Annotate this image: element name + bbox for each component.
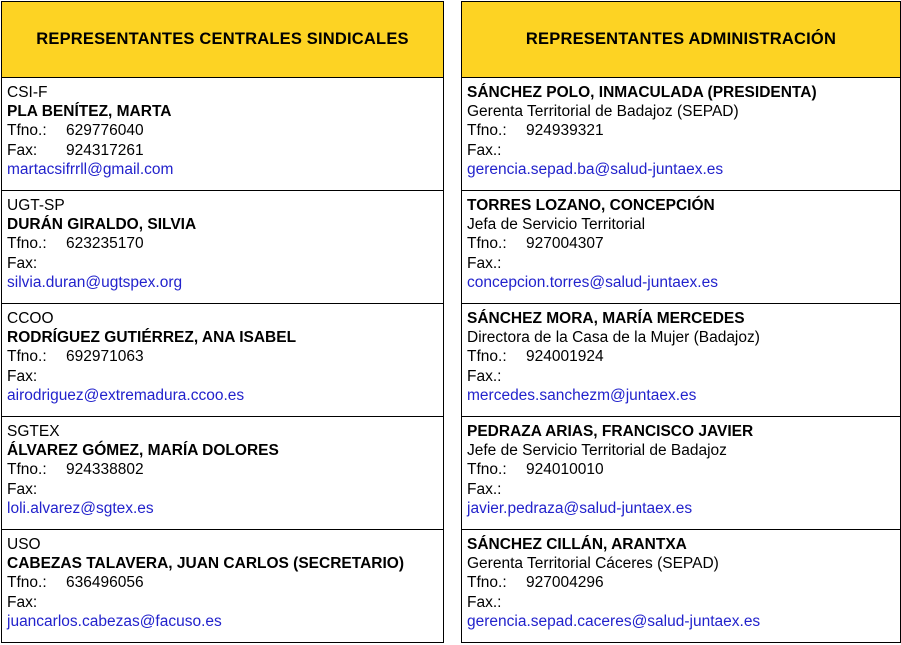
- administracion-table: [461, 1, 901, 643]
- phone-line: [7, 234, 443, 253]
- phone-label: Tfno.:: [7, 461, 47, 479]
- role: Jefe de Servicio Territorial de Badajoz: [467, 442, 727, 460]
- phone-line: [467, 573, 900, 592]
- phone-line: [467, 121, 900, 140]
- phone-value: 629776040: [66, 122, 144, 140]
- sindical-entry-uso: [2, 530, 443, 642]
- fax-value: 924317261: [66, 141, 144, 159]
- fax-line: [7, 480, 443, 499]
- representative-name: RODRÍGUEZ GUTIÉRREZ, ANA ISABEL: [7, 329, 297, 347]
- role: Gerenta Territorial Cáceres (SEPAD): [467, 555, 719, 573]
- phone-line: [7, 121, 443, 140]
- role: Gerenta Territorial de Badajoz (SEPAD): [467, 103, 739, 121]
- sindicales-table: [1, 1, 444, 643]
- phone-label: Tfno.:: [467, 461, 507, 479]
- admin-entry: [462, 530, 900, 642]
- email-link[interactable]: concepcion.torres@salud-juntaex.es: [467, 273, 718, 291]
- admin-entry: [462, 417, 900, 530]
- phone-value: 924001924: [526, 348, 604, 366]
- phone-value: 924338802: [66, 461, 144, 479]
- org-name: USO: [7, 536, 41, 553]
- representative-name: PEDRAZA ARIAS, FRANCISCO JAVIER: [467, 423, 754, 440]
- phone-value: 623235170: [66, 235, 144, 253]
- fax-line: [7, 141, 443, 160]
- representative-name: SÁNCHEZ CILLÁN, ARANTXA: [467, 536, 687, 553]
- representative-name: SÁNCHEZ MORA, MARÍA MERCEDES: [467, 310, 745, 327]
- email-link[interactable]: loli.alvarez@sgtex.es: [7, 499, 154, 517]
- phone-label: Tfno.:: [7, 348, 47, 366]
- representative-name: ÁLVAREZ GÓMEZ, MARÍA DOLORES: [7, 442, 279, 460]
- sindical-entry-csif: [2, 78, 443, 191]
- fax-label: Fax:: [7, 593, 38, 611]
- org-name: SGTEX: [7, 423, 60, 440]
- phone-value: 924010010: [526, 461, 604, 479]
- admin-entry: [462, 304, 900, 417]
- org-name: CCOO: [7, 310, 54, 327]
- phone-line: [7, 347, 443, 366]
- fax-label: Fax.:: [467, 141, 502, 159]
- phone-value: 927004307: [526, 235, 604, 253]
- sindical-entry-ugt: [2, 191, 443, 304]
- fax-label: Fax:: [7, 254, 38, 272]
- email-link[interactable]: silvia.duran@ugtspex.org: [7, 273, 183, 291]
- org-name: CSI-F: [7, 84, 48, 101]
- role: Jefa de Servicio Territorial: [467, 216, 646, 234]
- role: Directora de la Casa de la Mujer (Badajoz): [467, 329, 760, 347]
- fax-label: Fax:: [7, 367, 38, 385]
- fax-label: Fax.:: [467, 367, 502, 385]
- phone-line: [467, 347, 900, 366]
- phone-value: 927004296: [526, 574, 604, 592]
- phone-value: 924939321: [526, 122, 604, 140]
- email-link[interactable]: mercedes.sanchezm@juntaex.es: [467, 386, 697, 404]
- admin-entry: [462, 191, 900, 304]
- email-link[interactable]: gerencia.sepad.ba@salud-juntaex.es: [467, 160, 724, 178]
- phone-line: [467, 460, 900, 479]
- email-link[interactable]: airodriguez@extremadura.ccoo.es: [7, 386, 245, 404]
- representative-name: CABEZAS TALAVERA, JUAN CARLOS (SECRETARIO): [7, 555, 404, 573]
- representative-name: SÁNCHEZ POLO, INMACULADA (PRESIDENTA): [467, 84, 817, 101]
- representative-name: PLA BENÍTEZ, MARTA: [7, 103, 172, 121]
- fax-line: [7, 367, 443, 386]
- org-name: UGT-SP: [7, 197, 65, 214]
- administracion-header: REPRESENTANTES ADMINISTRACIÓN: [462, 2, 900, 78]
- representative-name: DURÁN GIRALDO, SILVIA: [7, 216, 197, 234]
- sindicales-header: REPRESENTANTES CENTRALES SINDICALES: [2, 2, 443, 78]
- sindical-entry-sgtex: [2, 417, 443, 530]
- email-link[interactable]: martacsifrrll@gmail.com: [7, 160, 174, 178]
- phone-value: 636496056: [66, 574, 144, 592]
- fax-label: Fax.:: [467, 254, 502, 272]
- phone-label: Tfno.:: [467, 348, 507, 366]
- fax-label: Fax:: [7, 141, 38, 159]
- phone-label: Tfno.:: [7, 122, 47, 140]
- fax-label: Fax.:: [467, 480, 502, 498]
- admin-entry: [462, 78, 900, 191]
- email-link[interactable]: javier.pedraza@salud-juntaex.es: [467, 499, 693, 517]
- phone-label: Tfno.:: [467, 574, 507, 592]
- sindical-entry-ccoo: [2, 304, 443, 417]
- phone-value: 692971063: [66, 348, 144, 366]
- phone-line: [7, 460, 443, 479]
- phone-label: Tfno.:: [7, 235, 47, 253]
- phone-line: [7, 573, 443, 592]
- email-link[interactable]: juancarlos.cabezas@facuso.es: [7, 612, 222, 630]
- phone-label: Tfno.:: [7, 574, 47, 592]
- fax-line: [7, 254, 443, 273]
- fax-label: Fax:: [7, 480, 38, 498]
- phone-line: [467, 234, 900, 253]
- fax-line: [7, 593, 443, 612]
- phone-label: Tfno.:: [467, 122, 507, 140]
- representative-name: TORRES LOZANO, CONCEPCIÓN: [467, 197, 715, 214]
- fax-label: Fax.:: [467, 593, 502, 611]
- phone-label: Tfno.:: [467, 235, 507, 253]
- email-link[interactable]: gerencia.sepad.caceres@salud-juntaex.es: [467, 612, 761, 630]
